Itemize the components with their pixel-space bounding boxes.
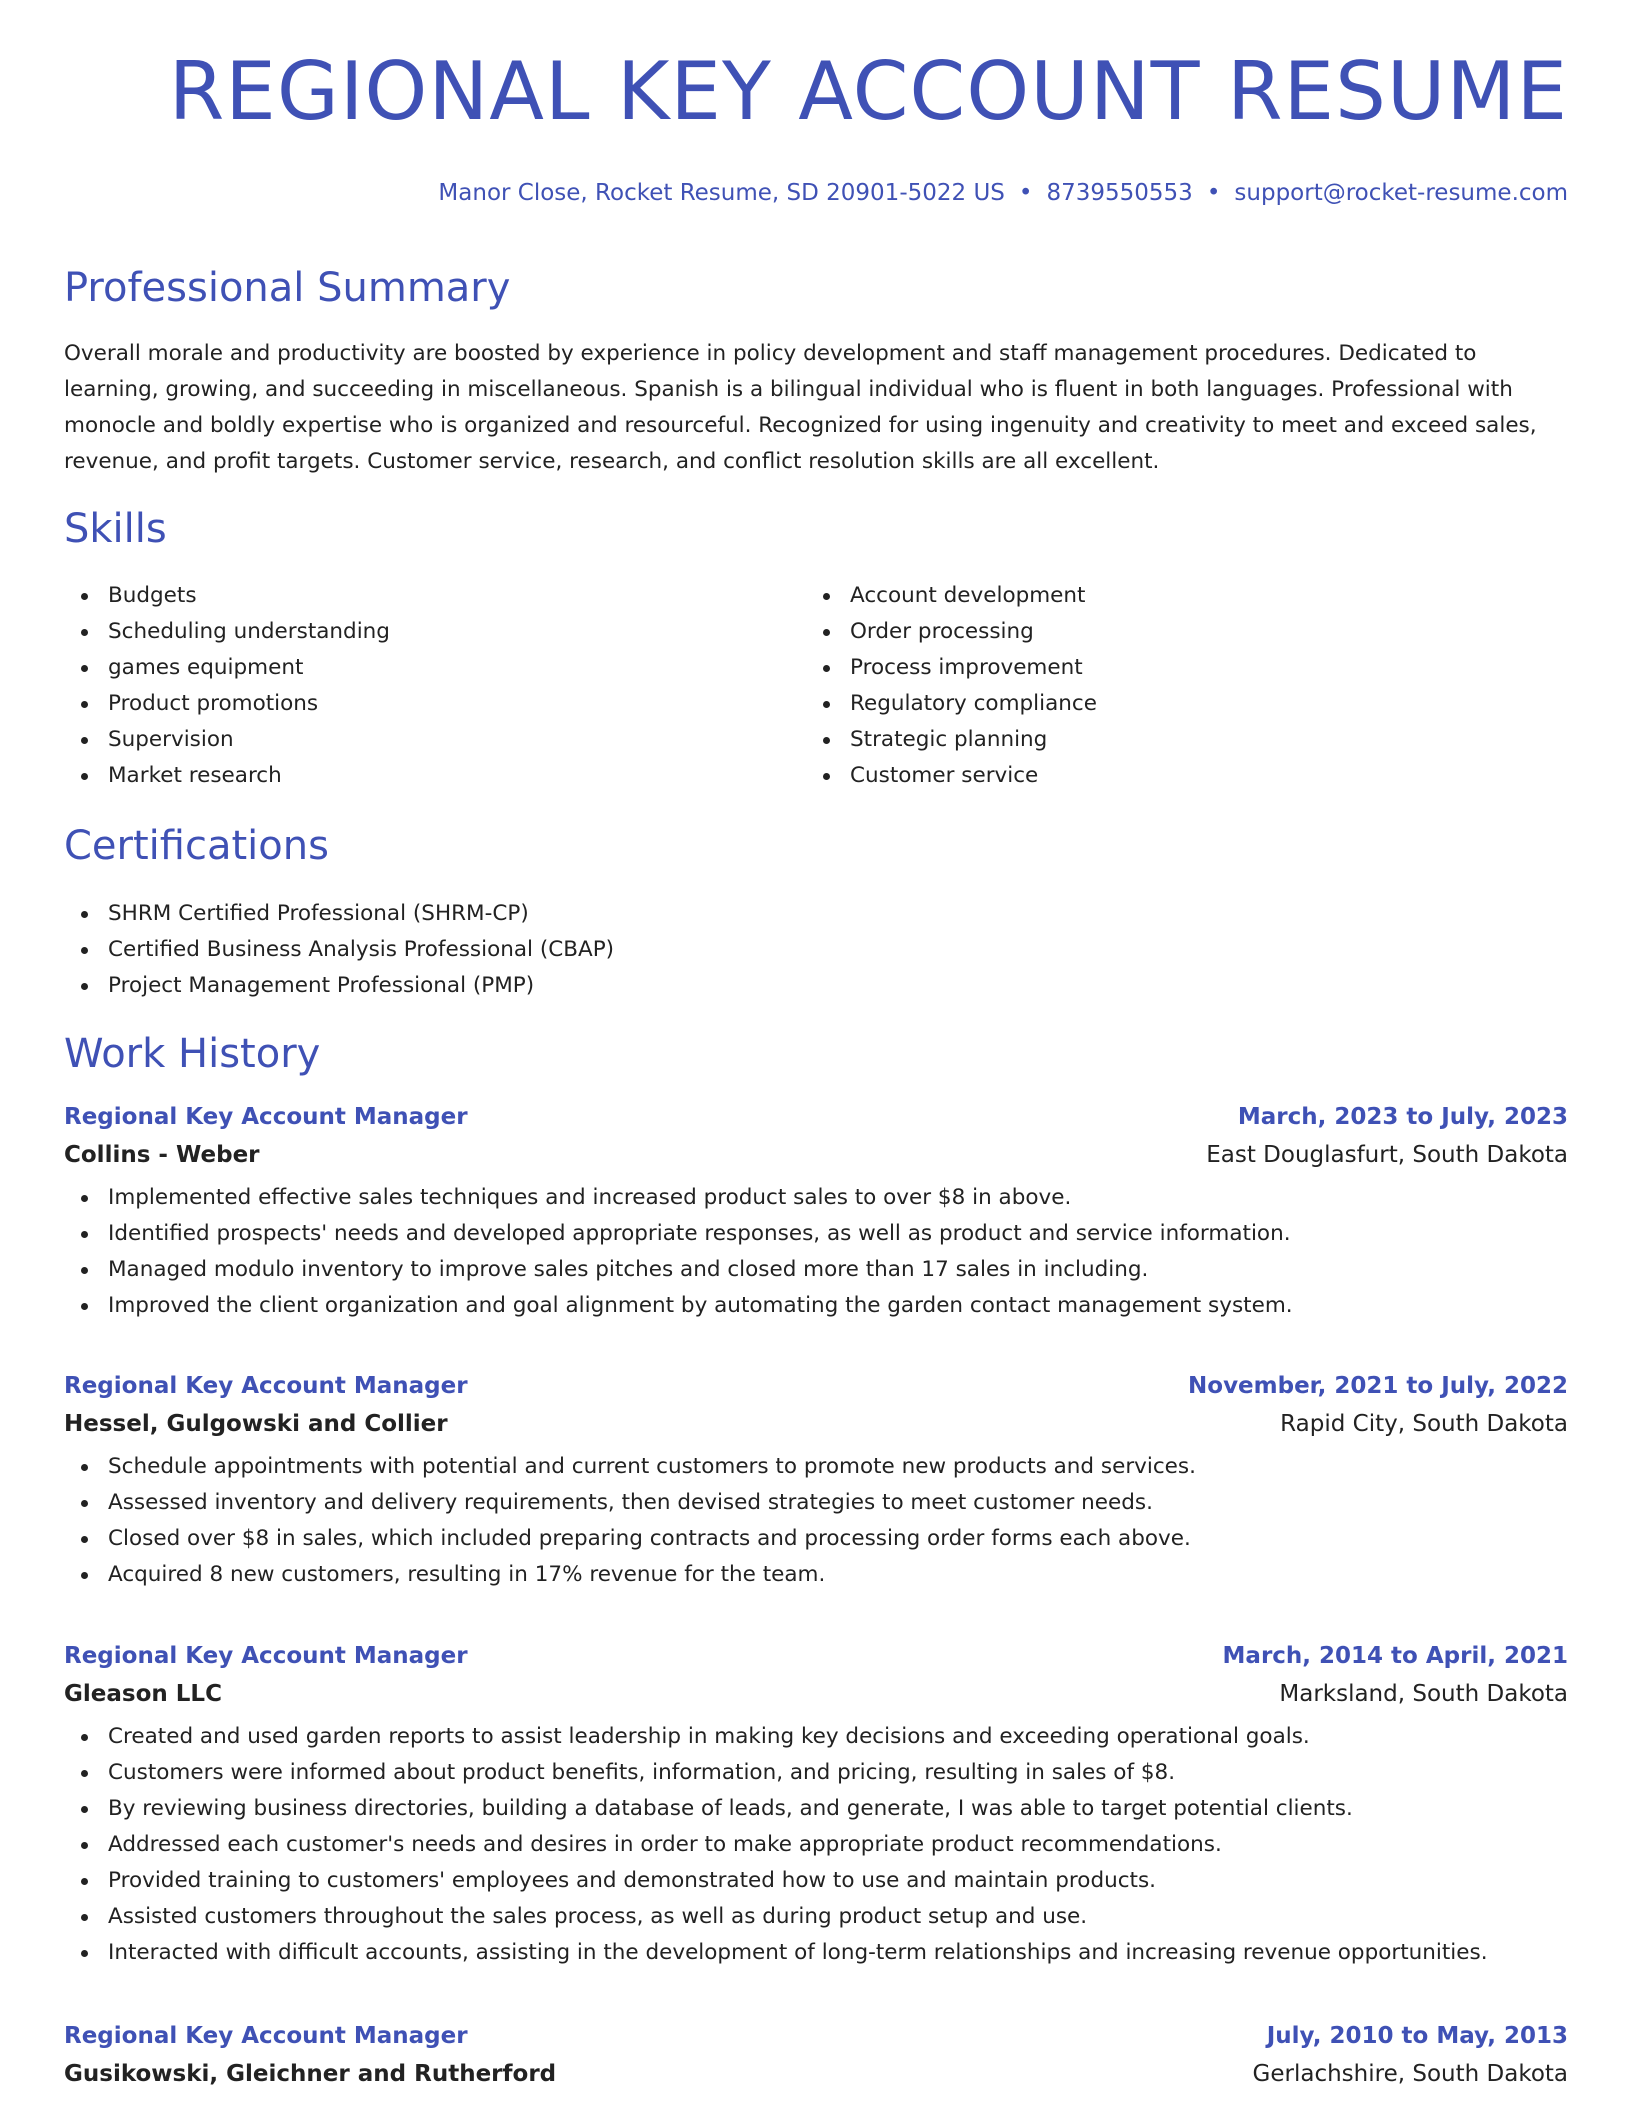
job-entry [64, 1373, 1568, 1593]
skill-item: Strategic planning [806, 722, 1506, 758]
resume-title: REGIONAL KEY ACCOUNT RESUME [168, 45, 1568, 138]
certifications-list [64, 896, 1568, 1004]
job-entry [64, 2023, 1568, 2099]
job-dates: November, 2021 to July, 2022 [1188, 1373, 1568, 1399]
job-bullet: Addressed each customer's needs and desires in order to make appropriate product recommendations. [64, 1827, 1568, 1863]
contact-separator: • [1018, 180, 1033, 206]
skill-item: Supervision [64, 722, 764, 758]
job-company: Hessel, Gulgowski and Collier [64, 1411, 448, 1437]
job-bullet-list [64, 1180, 1568, 1324]
job-title: Regional Key Account Manager [64, 2023, 468, 2049]
certifications-heading: Certifications [64, 823, 329, 869]
job-location: Rapid City, South Dakota [1280, 1411, 1568, 1437]
job-dates: July, 2010 to May, 2013 [1266, 2023, 1568, 2049]
job-bullet: Assessed inventory and delivery requirements, then devised strategies to meet customer needs. [64, 1485, 1568, 1521]
job-bullet: By reviewing business directories, building a database of leads, and generate, I was able to target potential clients. [64, 1791, 1568, 1827]
skill-item: Order processing [806, 614, 1506, 650]
skill-item: Account development [806, 578, 1506, 614]
skill-item: Customer service [806, 758, 1506, 794]
contact-separator: • [1206, 180, 1221, 206]
job-bullet: Created and used garden reports to assist leadership in making key decisions and exceeding operational goals. [64, 1719, 1568, 1755]
job-entry [64, 1643, 1568, 1971]
job-location: Marksland, South Dakota [1279, 1681, 1568, 1707]
skills-list-right [806, 578, 1506, 794]
job-bullet: Acquired 8 new customers, resulting in 17% revenue for the team. [64, 1557, 1568, 1593]
job-bullet: Provided training to customers' employees and demonstrated how to use and maintain products. [64, 1863, 1568, 1899]
job-bullet: Customers were informed about product benefits, information, and pricing, resulting in sales of $8. [64, 1755, 1568, 1791]
job-title: Regional Key Account Manager [64, 1643, 468, 1669]
job-dates: March, 2014 to April, 2021 [1222, 1643, 1568, 1669]
skill-item: Budgets [64, 578, 764, 614]
job-bullet-list [64, 1719, 1568, 1971]
job-entry [64, 1104, 1568, 1324]
skill-item: Process improvement [806, 650, 1506, 686]
job-location: East Douglasfurt, South Dakota [1206, 1142, 1568, 1168]
job-bullet: Identified prospects' needs and developed appropriate responses, as well as product and service information. [64, 1216, 1568, 1252]
certification-item: SHRM Certified Professional (SHRM-CP) [64, 896, 1568, 932]
job-bullet: Assisted customers throughout the sales process, as well as during product setup and use. [64, 1899, 1568, 1935]
job-company: Collins - Weber [64, 1142, 260, 1168]
job-bullet: Interacted with difficult accounts, assisting in the development of long-term relationships and increasing revenue opportunities. [64, 1935, 1568, 1971]
job-company: Gusikowski, Gleichner and Rutherford [64, 2061, 557, 2087]
job-location: Gerlachshire, South Dakota [1252, 2061, 1568, 2087]
job-dates: March, 2023 to July, 2023 [1237, 1104, 1568, 1130]
certification-item: Certified Business Analysis Professional (CBAP) [64, 932, 1568, 968]
summary-heading: Professional Summary [64, 265, 511, 311]
job-bullet: Schedule appointments with potential and current customers to promote new products and services. [64, 1449, 1568, 1485]
job-bullet-list [64, 1449, 1568, 1593]
job-bullet: Managed modulo inventory to improve sales pitches and closed more than 17 sales in including. [64, 1252, 1568, 1288]
contact-line [438, 180, 1568, 206]
skill-item: Market research [64, 758, 764, 794]
skill-item: games equipment [64, 650, 764, 686]
contact-email[interactable]: support@rocket-resume.com [1234, 180, 1568, 206]
contact-phone: 8739550553 [1046, 180, 1193, 206]
skill-item: Scheduling understanding [64, 614, 764, 650]
job-bullet: Implemented effective sales techniques and increased product sales to over $8 in above. [64, 1180, 1568, 1216]
skills-heading: Skills [64, 506, 167, 552]
job-bullet: Improved the client organization and goal alignment by automating the garden contact management system. [64, 1288, 1568, 1324]
work-history-heading: Work History [64, 1031, 321, 1077]
job-bullet: Closed over $8 in sales, which included preparing contracts and processing order forms each above. [64, 1521, 1568, 1557]
skill-item: Regulatory compliance [806, 686, 1506, 722]
certification-item: Project Management Professional (PMP) [64, 968, 1568, 1004]
job-company: Gleason LLC [64, 1681, 222, 1707]
skill-item: Product promotions [64, 686, 764, 722]
contact-address: Manor Close, Rocket Resume, SD 20901-5022 US [438, 180, 1005, 206]
summary-text: Overall morale and productivity are boosted by experience in policy development and staff management procedures. Dedicated to learning, growing, and succeeding in miscellaneous. Spanish is a bilingual individual who is fluent in both languages. Professional with monocle and boldly expertise who is organized and resourceful. Recognized for using ingenuity and creativity to meet and exceed sales, revenue, and profit targets. Customer service, research, and conflict resolution skills are all excellent. [64, 341, 1537, 474]
job-title: Regional Key Account Manager [64, 1373, 468, 1399]
skills-list-left [64, 578, 764, 794]
job-title: Regional Key Account Manager [64, 1104, 468, 1130]
